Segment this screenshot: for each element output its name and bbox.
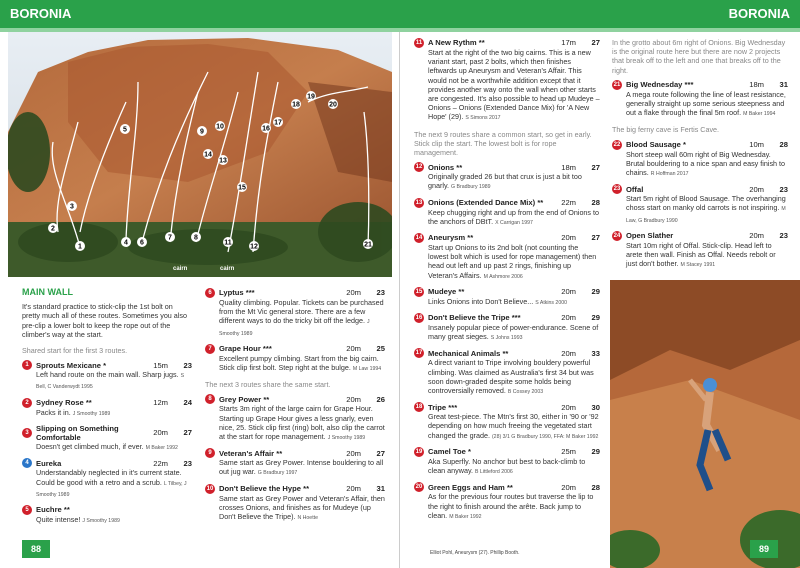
same-start-note: The next 3 routes share the same start. — [205, 380, 331, 390]
route-number: 12 — [415, 164, 423, 171]
right-page — [400, 0, 800, 568]
route-entry: 14 Aneurysm ** 20m 27 Start up Onions to its 2nd bolt (not counting the lowest bolt which is used for rope management) then head out left and up past 2 rings, finishing up Veteran's Affairs. M Ashmore 2006 — [415, 233, 600, 280]
route-entry: 19 Camel Toe * 25m 29 Aka Superfly. No anchor but best to back-climb to clean anyway. B Littleford 2006 — [415, 447, 600, 476]
common-start-note: The next 9 routes share a common start, so get in early. Stick clip the start. The lowest bolt is for rope management. — [414, 129, 592, 158]
svg-text:16: 16 — [262, 125, 270, 133]
svg-text:20: 20 — [329, 101, 337, 109]
route-entry: 24 Open Slather 20m 23 Start 10m right of Offal. Stick-clip. Head left to arete then wall. Finish as Offal. Needs rebolt or just don't bother. M Stacey 1991 — [613, 231, 788, 269]
route-entry: 5 Euchre ** Quite intense! J Smoothy 1989 — [22, 505, 192, 526]
route-entry: 4 Eureka 22m 23 Understandably neglected in it's current state. Could be good with a retro and a scrub. L Tilbey, J Smoothy 1989 — [22, 458, 192, 500]
topo-marker — [215, 121, 225, 131]
svg-text:19: 19 — [307, 93, 315, 101]
route-number: 10 — [206, 485, 214, 492]
right-column-1 — [414, 38, 600, 527]
right-column-2 — [612, 38, 788, 275]
route-entry: 17 Mechanical Animals ** 20m 33 A direct variant to Tripe involving bouldery powerful climbing. Was claimed as Australia's first 34 but was soon down-graded despite some holds being controversially removed. B Cossey 2003 — [415, 348, 600, 396]
svg-text:8: 8 — [194, 234, 198, 242]
route-number: 9 — [205, 448, 215, 458]
ferny-cave-note: The big ferny cave is Fertis Cave. — [612, 125, 720, 135]
topo-marker — [48, 223, 58, 233]
climber-photo — [610, 280, 800, 568]
page-header-right: BORONIA — [400, 0, 800, 28]
left-column — [22, 288, 192, 531]
topo-marker — [197, 126, 207, 136]
route-entry: 7 Grape Hour *** 20m 25 Excellent pumpy climbing. Start from the big cairn. Stick clip first bolt. Step right at the bulge. M Law 1994 — [205, 344, 385, 374]
topo-marker — [223, 237, 233, 247]
svg-text:17: 17 — [274, 119, 282, 127]
svg-text:5: 5 — [123, 126, 127, 134]
cairn-label: cairn — [173, 266, 188, 272]
topo-marker — [237, 182, 247, 192]
photo-credit: Elliot Pohl, Aneurysm (27). Phillip Booth. — [430, 550, 520, 556]
route-entry: 21 Big Wednesday *** 18m 31 A mega route following the line of least resistance, generally straight up some serious steepness and out a flake through the final 5m roof. M Baker 1994 — [613, 80, 788, 118]
route-number: 11 — [415, 40, 423, 46]
route-number: 15 — [415, 288, 423, 295]
header-strip-right — [400, 28, 800, 32]
topo-drawing — [8, 32, 392, 277]
route-entry: 9 Veteran's Affair ** 20m 27 Same start as Grey Power. Intense bouldering to all out jug war. G Bradbury 1997 — [205, 448, 385, 478]
mid-column — [205, 288, 385, 528]
svg-text:15: 15 — [238, 184, 246, 192]
svg-text:11: 11 — [224, 239, 232, 247]
svg-text:7: 7 — [168, 234, 172, 242]
topo-marker — [261, 123, 271, 133]
route-number: 3 — [22, 428, 32, 438]
topo-marker — [137, 237, 147, 247]
page-number-left: 88 — [22, 540, 50, 558]
topo-marker — [191, 232, 201, 242]
topo-marker — [306, 91, 316, 101]
route-number: 17 — [415, 350, 423, 357]
topo-marker — [67, 201, 77, 211]
shared-start-note: Shared start for the first 3 routes. — [22, 346, 128, 356]
route-entry: 15 Mudeye ** 20m 29 Links Onions into Don't Believe... S Atkins 2000 — [415, 287, 600, 306]
topo-marker — [121, 237, 131, 247]
cairn-label: cairn — [220, 266, 235, 272]
svg-text:9: 9 — [200, 128, 204, 136]
svg-text:14: 14 — [204, 151, 212, 159]
route-number: 2 — [22, 398, 32, 408]
route-number: 14 — [415, 235, 423, 242]
intro-text: It's standard practice to stick-clip the 1st bolt on pretty much all of these routes. Sometimes you also pre-clip a lower bolt to keep the rope out of the climber's way at the start. — [22, 302, 187, 339]
route-entry: 10 Don't Believe the Hype ** 20m 31 Same start as Grey Power and Veteran's Affair, then crosses Onions, and finishes as for Mudeye (up Don't Believe the Tripe). N Hoette — [206, 484, 385, 522]
route-number: 24 — [613, 232, 621, 239]
svg-text:3: 3 — [70, 203, 74, 211]
topo-marker — [291, 99, 301, 109]
route-number: 19 — [415, 448, 423, 455]
route-number: 1 — [22, 360, 32, 370]
route-number: 18 — [415, 404, 423, 411]
topo-marker — [249, 241, 259, 251]
svg-text:12: 12 — [250, 243, 258, 251]
svg-text:1: 1 — [78, 243, 82, 251]
route-number: 22 — [613, 141, 621, 148]
svg-text:6: 6 — [140, 239, 144, 247]
topo-marker — [120, 124, 130, 134]
route-number: 23 — [613, 186, 621, 193]
svg-text:21: 21 — [364, 241, 372, 249]
topo-marker — [273, 117, 283, 127]
topo-photo — [8, 32, 392, 277]
topo-marker — [363, 239, 373, 249]
route-entry: 16 Don't Believe the Tripe *** 20m 29 Insanely popular piece of power-endurance. Scene of many great sieges. S Johns 1993 — [415, 313, 600, 342]
topo-marker — [218, 155, 228, 165]
page-number-right: 89 — [750, 540, 778, 558]
route-entry: 23 Offal 20m 23 Start 5m right of Blood Sausage. The overhanging choss start on manky old carrots is not inspiring. M Law, G Bradbury 1990 — [613, 184, 788, 224]
route-number: 8 — [205, 394, 215, 404]
svg-text:2: 2 — [51, 225, 55, 233]
topo-marker — [75, 241, 85, 251]
svg-text:18: 18 — [292, 101, 300, 109]
route-number: 4 — [22, 458, 32, 468]
route-entry: 13 Onions (Extended Dance Mix) ** 22m 28 Keep chugging right and up from the end of Onions to the anchors of DBtT. X Carrigan 1997 — [415, 198, 600, 226]
svg-text:13: 13 — [219, 157, 227, 165]
route-entry: 20 Green Eggs and Ham ** 20m 28 As for the previous four routes but traverse the lip to the right to finish around the arête. Back jump to clean. M Baker 1992 — [415, 482, 600, 520]
route-number: 13 — [415, 199, 423, 206]
route-number: 5 — [22, 505, 32, 515]
section-title: MAIN WALL — [22, 287, 73, 297]
route-number: 20 — [415, 484, 423, 491]
route-entry: 6 Lyptus *** 20m 23 Quality climbing. Popular. Tickets can be purchased from the Mt Vic general store. There are a few different ways to do the tricky bit off the ledge. J Smoothy 1989 — [205, 288, 385, 339]
route-entry: 3 Slipping on Something Comfortable 20m 27 Doesn't get climbed much, if ever. M Baker 1992 — [22, 424, 192, 454]
svg-text:10: 10 — [216, 123, 224, 131]
topo-marker — [328, 99, 338, 109]
route-entry: 8 Grey Power ** 20m 26 Starts 3m right of the large cairn for Grape Hour. Starting up Grape Hour gives a less gnarly, even nice, 25. Stick clip first (ring) bolt, also clip the carrot at the start for rope management. J Smoothy 1989 — [205, 394, 385, 443]
svg-text:4: 4 — [124, 239, 128, 247]
route-entry: 11 A New Rythm ** 17m 27 Start at the right of the two big cairns. This is a new variant start, past 2 bolts, which then finishes leftwards up Aneurysm and Veteran's Affair. This would not be a worthwhile addition except that it provides another way onto the wall when other starts are congested. It's also possible to head up Mudeye – Onions – Onions (Extended Dance Mix) for 'A New Hope' (29). S Simons 2017 — [415, 38, 600, 122]
topo-marker — [165, 232, 175, 242]
grotto-note: In the grotto about 6m right of Onions. Big Wednesday is the original route here but there are now 2 projects that break off to the left and one that breaks off to the right. — [612, 38, 786, 75]
route-entry: 12 Onions ** 18m 27 Originally graded 26 but that crux is just a bit too gnarly. G Bradbury 1989 — [415, 162, 600, 191]
route-number: 16 — [415, 315, 423, 322]
page-header-left: BORONIA — [0, 0, 400, 28]
route-entry: 22 Blood Sausage * 10m 28 Short steep wall 60m right of Big Wednesday. Brutal bouldering to a nice span and easy finish to chains. R Hoffman 2017 — [613, 140, 788, 178]
topo-marker — [203, 149, 213, 159]
route-entry: 2 Sydney Rose ** 12m 24 Packs it in. J Smoothy 1989 — [22, 398, 192, 419]
route-number: 7 — [205, 344, 215, 354]
route-number: 6 — [205, 288, 215, 298]
route-entry: 1 Sprouts Mexicane * 15m 23 Left hand route on the main wall. Sharp jugs. S Bell, C Vanderwydt 1995 — [22, 360, 192, 392]
route-entry: 18 Tripe *** 20m 30 Great test-piece. The Mtn's first 30, either in '90 or '92 depending on how much freeing the vegetated start changed the grade. (28) 3/1 G Bradbury 1990, FFA: M Baker 1992 — [415, 402, 600, 440]
route-number: 21 — [613, 81, 621, 88]
